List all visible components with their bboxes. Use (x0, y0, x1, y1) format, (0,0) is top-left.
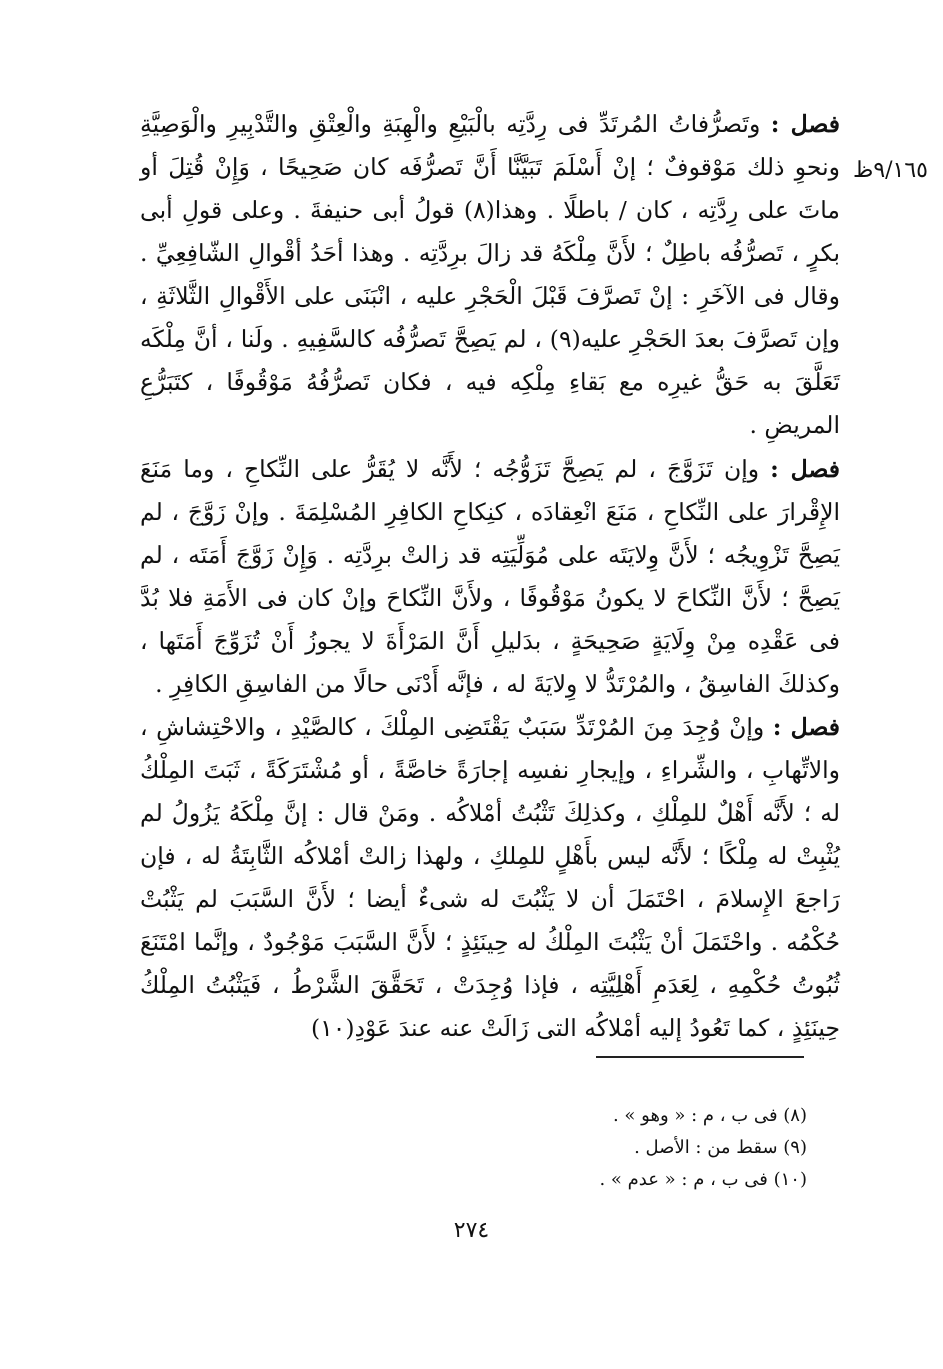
paragraph-text: وإن تَزَوَّجَ ، لم يَصِحَّ تَزَوُّجُه ؛ لأَنَّه لا يُقَرُّ على النِّكاحِ ، وما مَنَعَ الإِقْرارَ على النِّكاحِ ، مَنَعَ انْعِقادَه ، كنِكاحِ الكافِرِ المُسْلِمَةَ . وإنْ زَوَّجَ ، لم يَصِحَّ تَزْوِيجُه ؛ لأَنَّ وِلايَتَه على مُوَلِّيَتِه قد زالتْ برِدَّتِه . وَإِنْ زَوَّجَ أَمَتَه ، لم يَصِحَّ ؛ لأَنَّ النِّكاحَ لا يكونُ مَوْقُوفًا ، ولأَنَّ النِّكاحَ وإنْ كان فى الأَمَةِ فلا بُدَّ فى عَقْدِه مِنْ وِلَايَةٍ صَحِيحَةٍ ، بدَليلِ أَنَّ المَرْأَةَ لا يجوزُ أَنْ تُزَوِّجَ أَمَتَها ، وكذلكَ الفاسِقُ ، والمُرْتَدُّ لا وِلايَةَ له ، فإنَّه أَدْنَى حالًا من الفاسِقِ الكافِرِ . (140, 455, 840, 698)
footnote-8: (٨) فى ب ، م : « وهو » . (612, 1105, 807, 1126)
section-keyword: فصل : (772, 713, 840, 741)
section-keyword: فصل : (770, 455, 840, 483)
paragraph-body (140, 448, 840, 706)
margin-folio-reference: ٩/١٦٥ظ (852, 158, 928, 183)
paragraph-3 (140, 706, 840, 1050)
paragraph-text: وتَصرُّفاتُ المُرتَدِّ فى رِدَّتِه بالْبَيْعِ والْهِبَةِ والْعِتْقِ والتَّدْبِيرِ والْوَصِيَّةِ ونحوِ ذلك مَوْقوفٌ ؛ إنْ أَسْلَمَ تَبَيَّنَّا أَنَّ تَصرُّفَه كان صَحِيحًا ، وَإِنْ قُتِلَ أو ماتَ على رِدَّتِه ، كان / باطلًا . وهذا(٨) قولُ أبى حنيفةَ . وعلى قولِ أبى بكرٍ ، تَصرُّفُه باطِلٌ ؛ لأَنَّ مِلْكَهُ قد زالَ برِدَّتِه . وهذا أحَدُ أقْوالِ الشّافِعِيِّ . وقال فى الآخَرِ : إنْ تَصرَّفَ قَبْلَ الْحَجْرِ عليه ، انْبَنَى على الأَقْوالِ الثَّلاثَةِ ، وإن تَصرَّفَ بعدَ الحَجْرِ عليه(٩) ، لم يَصِحَّ تَصرُّفُه كالسَّفِيهِ . ولَنا ، أنَّ مِلْكَه تَعَلَّقَ به حَقُّ غيرِه مع بَقاءِ مِلْكِه فيه ، فكان تَصرُّفُهُ مَوْقُوفًا ، كتَبَرُّعِ المريضِ . (140, 110, 840, 439)
paragraph-text: وإنْ وُجِدَ مِنَ المُرْتَدِّ سَبَبٌ يَقْتَضِى المِلْكَ ، كالصَّيْدِ ، والاحْتِشاشِ ، والاتِّهابِ ، والشِّراءِ ، وإيجارِ نفسِه إجارَةً خاصَّةً ، أو مُشْتَرَكَةً ، ثَبَتَ المِلْكُ له ؛ لأَنَّه أَهْلٌ للمِلْكِ ، وكذلِكَ تَثْبُتُ أمْلاكُه . ومَنْ قال : إنَّ مِلْكَهُ يَزُولُ لم يُثْبِتْ له مِلْكًا ؛ لأَنَّه ليس بأَهْلٍ للمِلكِ ، ولهذا زالتْ أمْلاكُه الثَّابِتَةُ له ، فإن رَاجعَ الإِسلامَ ، احْتَمَلَ أن لا يَثْبُتَ له شىءٌ أيضا ؛ لأَنَّ السَّبَبَ لم يَثْبُتْ حُكْمُه . واحْتَمَلَ أنْ يَثْبُتَ المِلْكُ له حِينَئِذٍ ؛ لأَنَّ السَّبَبَ مَوْجُودٌ ، وإنَّما امْتَنَعَ ثُبُوتُ حُكْمِهِ ، لِعَدَمِ أَهْلِيَّتِه ، فإذا وُجِدَتْ ، تَحَقَّقَ الشَّرْطُ ، فَيَثْبُتُ المِلْكُ حِينَئِذٍ ، كما تَعُودُ إليه أمْلاكُه التى زَالَتْ عنه عندَ عَوْدِ(١٠) (140, 713, 840, 1042)
paragraph-2 (140, 448, 840, 706)
paragraph-1 (140, 103, 840, 447)
page-number: ٢٧٤ (453, 1218, 490, 1243)
section-keyword: فصل : (770, 110, 840, 138)
footnote-separator (596, 1056, 804, 1058)
paragraph-body (140, 706, 840, 1050)
paragraph-body (140, 103, 840, 447)
footnote-10: (١٠) فى ب ، م : « عدم » . (599, 1169, 807, 1190)
footnotes (500, 1100, 807, 1196)
footnote-9: (٩) سقط من : الأصل . (634, 1137, 807, 1158)
